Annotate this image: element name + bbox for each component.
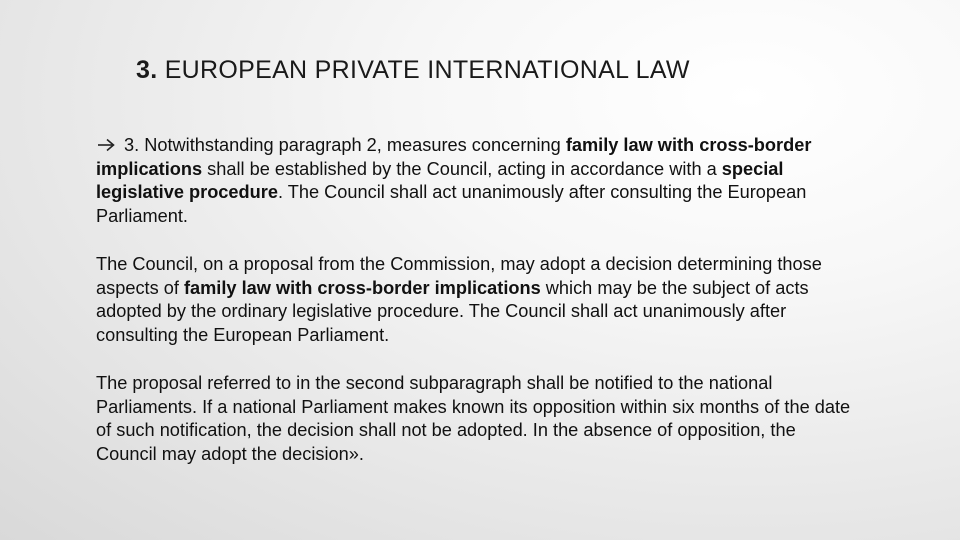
title-number: 3. <box>136 56 158 84</box>
slide-title <box>136 56 690 85</box>
paragraph-1-seg-3: special legislative procedure <box>96 158 784 202</box>
paragraph-2 <box>96 253 856 347</box>
right-arrow-icon <box>96 138 116 152</box>
paragraph-2-seg-0: The Council, on a proposal from the Commission, may adopt a decision determining those aspects of <box>96 254 822 298</box>
paragraph-1-seg-2: shall be established by the Council, acting in accordance with a <box>202 158 722 179</box>
paragraph-1 <box>96 134 856 228</box>
paragraph-3-seg-0: The proposal referred to in the second subparagraph shall be notified to the national Parliaments. If a national Parliament makes known its opposition within six months of the date of such notification, the decision shall not be adopted. In the absence of opposition, the Council may adopt the decision». <box>96 373 851 464</box>
paragraph-3 <box>96 372 856 466</box>
paragraph-1-seg-1: family law with cross-border implications <box>96 135 812 179</box>
paragraph-1-seg-0: 3. Notwithstanding paragraph 2, measures concerning <box>124 135 566 155</box>
slide-body <box>96 134 856 491</box>
title-text: EUROPEAN PRIVATE INTERNATIONAL LAW <box>164 56 690 84</box>
paragraph-2-seg-2: which may be the subject of acts adopted by the ordinary legislative procedure. The Council shall act unanimously after consulting the European Parliament. <box>96 277 809 345</box>
paragraph-1-seg-4: . The Council shall act unanimously after consulting the European Parliament. <box>96 182 807 226</box>
paragraph-2-seg-1: family law with cross-border implications <box>183 277 541 298</box>
